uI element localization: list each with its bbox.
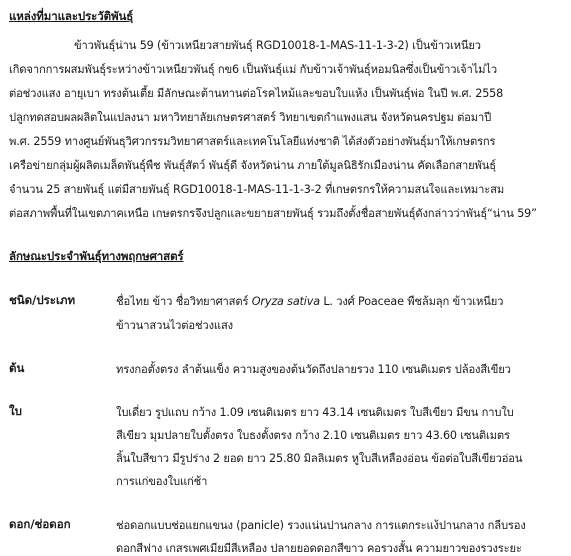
definition-line: การแก่ของใบแก่ช้า — [116, 475, 208, 488]
scientific-name: Oryza sativa — [251, 295, 320, 308]
definition-line: ดอกสีฟาง เกสรเพศเมียมีสีเหลือง ปลายยอดดอกสีขาว คอรวงสั้น ความยาวของรวงระยะ — [116, 542, 522, 555]
definition-text: L. วงศ์ Poaceae พืชล้มลุก ข้าวเหนียว — [319, 295, 504, 308]
term-type: ชนิด/ประเภท — [9, 293, 76, 307]
paragraph-line: เครือข่ายกลุ่มผู้ผลิตเมล็ดพันธุ์พืช พันธุ์สัตว์ พันธุ์ดี จังหวัดน่าน ภายใต้มูลนิธิรักเมืองน่าน คัดเลือกสายพันธุ์ — [9, 159, 496, 172]
definition-line: ช่อดอกแบบช่อแยกแขนง (panicle) รวงแน่นปานกลาง การแตกระแง้ปานกลาง กลีบรอง — [116, 519, 526, 532]
paragraph-line: เกิดจากการผสมพันธุ์ระหว่างข้าวเหนียวพันธุ์ กข6 เป็นพันธุ์แม่ กับข้าวเจ้าพันธุ์หอมนิลซึ่งเป็นข้าวเจ้าไม่ไว — [9, 63, 497, 76]
definition-line: ใบเดี่ยว รูปแถบ กว้าง 1.09 เซนติเมตร ยาว 43.14 เซนติเมตร ใบสีเขียว มีขน กาบใบ — [116, 406, 514, 419]
paragraph-line: พ.ศ. 2559 ทางศูนย์พันธุวิศวกรรมวิทยาศาสตร์และเทคโนโลยีแห่งชาติ ได้ส่งตัวอย่างพันธุ์มาให้เกษตรกร — [9, 135, 496, 148]
paragraph-line: ปลูกทดสอบผลผลิตในแปลงนา มหาวิทยาลัยเกษตรศาสตร์ วิทยาเขตกำแพงแสน จังหวัดนครปฐม ต่อมาปี — [9, 111, 492, 124]
term-flower: ดอก/ช่อดอก — [9, 517, 71, 531]
paragraph-line: ข้าวพันธุ์น่าน 59 (ข้าวเหนียวสายพันธุ์ RGD10018-1-MAS-11-1-3-2) เป็นข้าวเหนียว — [74, 39, 481, 52]
definition-line: สีเขียว มุมปลายใบตั้งตรง ใบธงตั้งตรง กว้าง 2.10 เซนติเมตร ยาว 43.60 เซนติเมตร — [116, 429, 510, 442]
paragraph-line: จำนวน 25 สายพันธุ์ แต่มีสายพันธุ์ RGD10018-1-MAS-11-1-3-2 ที่เกษตรกรให้ความสนใจและเหมาะสม — [9, 183, 505, 196]
term-leaf: ใบ — [9, 404, 22, 418]
definition-line: ลิ้นใบสีขาว มีรูปร่าง 2 ยอด ยาว 25.80 มิลลิเมตร หูใบสีเหลืองอ่อน ข้อต่อใบสีเขียวอ่อน — [116, 452, 523, 465]
definition-text: ชื่อไทย ข้าว ชื่อวิทยาศาสตร์ — [116, 295, 252, 308]
section-heading-origin: แหล่งที่มาและประวัติพันธุ์ — [9, 9, 134, 23]
definition-line: ข้าวนาสวนไวต่อช่วงแสง — [116, 319, 233, 332]
definition-line — [116, 292, 503, 310]
term-stem: ต้น — [9, 361, 25, 375]
definition-line: ทรงกอตั้งตรง ลำต้นแข็ง ความสูงของต้นวัดถึงปลายรวง 110 เซนติเมตร ปล้องสีเขียว — [116, 363, 511, 376]
paragraph-line: ต่อสภาพพื้นที่ในเขตภาคเหนือ เกษตรกรจึงปลูกและขยายสายพันธุ์ รวมถึงตั้งชื่อสายพันธุ์ดังกล่าวว่าพันธุ์“น่าน 59” — [9, 207, 537, 220]
section-heading-botanical: ลักษณะประจำพันธุ์ทางพฤกษศาสตร์ — [9, 249, 184, 263]
paragraph-line: ต่อช่วงแสง อายุเบา ทรงต้นเตี้ย มีลักษณะต้านทานต่อโรคไหม้และขอบใบแห้ง เป็นพันธุ์พ่อ ในปี พ.ศ. 2558 — [9, 87, 504, 100]
